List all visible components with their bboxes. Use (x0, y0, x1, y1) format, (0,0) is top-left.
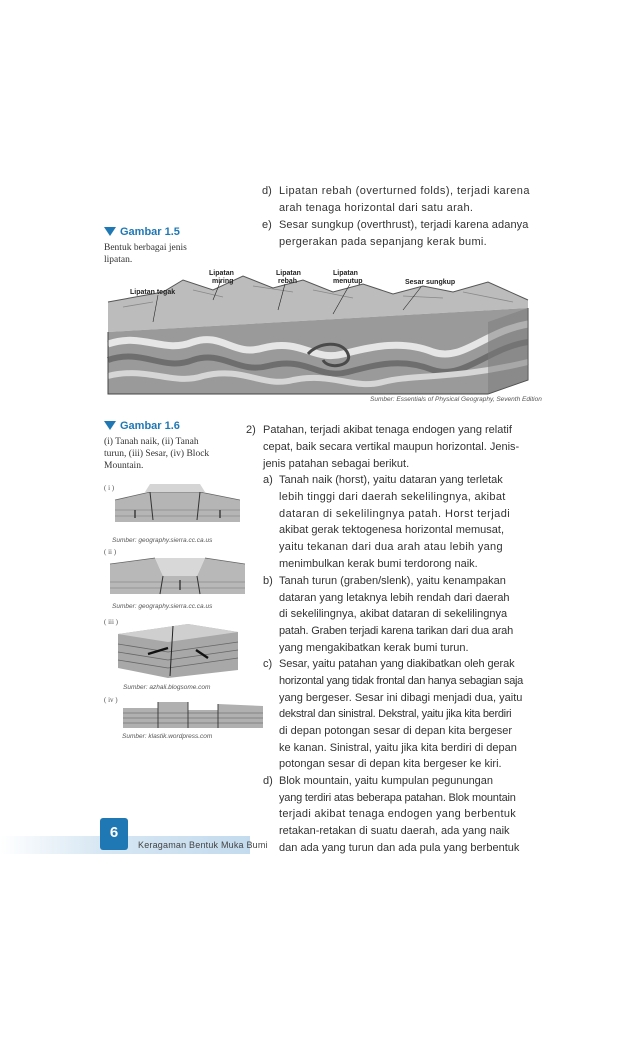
triangle-marker-icon (104, 227, 116, 236)
panel-i-tag: ( i ) (104, 484, 115, 492)
item-c-line5: di depan potongan sesar di depan kita bergeser (279, 725, 513, 737)
panel-iv-source: Sumber: klastik.wordpress.com (122, 733, 213, 740)
label-lipatan-rebah-2: rebah (278, 278, 298, 285)
panel-iii-tag: ( iii ) (104, 618, 118, 626)
item-c-line7: potongan sesar di depan kita bergeser ke kiri. (279, 758, 502, 770)
item-d2-line3: terjadi akibat tenaga endogen yang berbentuk (279, 808, 517, 820)
item-d-line1: Lipatan rebah (overturned folds), terjadi karena (279, 185, 530, 197)
item-d-line2: arah tenaga horizontal dari satu arah. (279, 202, 474, 214)
item-a-line2: lebih tinggi dari daerah sekelilingnya, akibat (279, 491, 506, 503)
block-mountain-illustration (118, 700, 268, 732)
figure-1-6-caption-line1: (i) Tanah naik, (ii) Tanah (104, 437, 199, 447)
panel-iv-tag: ( iv ) (104, 696, 118, 704)
item-a-line6: menimbulkan kerak bumi terdorong naik. (279, 558, 478, 570)
graben-illustration (105, 550, 250, 602)
figure-1-6-caption-line2: turun, (iii) Sesar, (iv) Block (104, 449, 210, 459)
triangle-marker-icon (104, 421, 116, 430)
page-number: 6 (109, 824, 119, 841)
footer-title: Keragaman Bentuk Muka Bumi (138, 840, 268, 850)
item-b-line4: patah. Graben terjadi karena tarikan dari dua arah (279, 625, 513, 637)
item-a-line4: akibat gerak tektogenesa horizontal memusat, (279, 524, 505, 536)
label-lipatan-miring-2: miring (212, 278, 234, 285)
section-2-line3: jenis patahan sebagai berikut. (263, 458, 410, 470)
label-lipatan-menutup-1: Lipatan (333, 270, 358, 277)
panel-iii-source: Sumber: azhali.blogsome.com (123, 684, 211, 691)
figure-1-5-caption-line1: Bentuk berbagai jenis (104, 243, 187, 253)
item-d2-line5: dan ada yang turun dan ada pula yang berbentuk (279, 842, 520, 854)
fault-illustration (108, 618, 248, 680)
item-a-marker: a) (263, 474, 273, 486)
item-c-line2: horizontal yang tidak frontal dan hanya sebagian saja (279, 675, 524, 687)
section-2-line1: Patahan, terjadi akibat tenaga endogen yang relatif (263, 424, 512, 436)
label-lipatan-miring-1: Lipatan (209, 270, 234, 277)
item-d2-line2: yang terdiri atas beberapa patahan. Blok mountain (279, 792, 516, 804)
item-c-marker: c) (263, 658, 273, 670)
item-c-line1: Sesar, yaitu patahan yang diakibatkan oleh gerak (279, 658, 515, 670)
section-2-marker: 2) (246, 424, 256, 436)
figure-1-5-source: Sumber: Essentials of Physical Geography, Seventh Edition (370, 396, 542, 403)
item-a-line3: dataran di sekelilingnya patah. Horst terjadi (279, 508, 511, 520)
item-a-line5: yaitu tekanan dari dua arah atau lebih yang (279, 541, 503, 553)
item-e-line2: pergerakan pada sepanjang kerak bumi. (279, 236, 488, 248)
item-a-line1: Tanah naik (horst), yaitu dataran yang terletak (279, 474, 503, 486)
figure-1-6-caption-line3: Mountain. (104, 461, 144, 471)
figure-1-6-title: Gambar 1.6 (104, 420, 180, 432)
item-d2-line4: retakan-retakan di suatu daerah, ada yang naik (279, 825, 510, 837)
label-lipatan-rebah-1: Lipatan (276, 270, 301, 277)
item-e-line1: Sesar sungkup (overthrust), terjadi karena adanya (279, 219, 529, 231)
item-d-marker: d) (262, 185, 272, 197)
item-c-line6: ke kanan. Sinistral, yaitu jika kita berdiri di depan (279, 742, 517, 754)
item-b-line2: dataran yang letaknya lebih rendah dari daerah (279, 592, 510, 604)
item-d2-line1: Blok mountain, yaitu kumpulan pegunungan (279, 775, 494, 787)
item-e-marker: e) (262, 219, 272, 231)
item-b-line1: Tanah turun (graben/slenk), yaitu kenampakan (279, 575, 506, 587)
item-b-line3: di sekelilingnya, akibat dataran di sekelilingnya (279, 608, 508, 620)
section-2-line2: cepat, baik secara vertikal maupun horizontal. Jenis- (263, 441, 520, 453)
panel-ii-tag: ( ii ) (104, 548, 117, 556)
label-lipatan-tegak: Lipatan tegak (130, 289, 176, 296)
figure-1-5-caption-line2: lipatan. (104, 255, 133, 265)
figure-1-5-title: Gambar 1.5 (104, 226, 180, 238)
item-c-line4: dekstral dan sinistral. Dekstral, yaitu jika kita berdiri (279, 708, 512, 720)
item-b-line5: yang mengakibatkan kerak bumi turun. (279, 642, 469, 654)
horst-illustration (105, 480, 250, 535)
folds-illustration (103, 262, 535, 402)
item-c-line3: yang bergeser. Sesar ini dibagi menjadi dua, yaitu (279, 692, 523, 704)
panel-ii-source: Sumber: geography.sierra.cc.ca.us (112, 603, 213, 610)
panel-i-source: Sumber: geography.sierra.cc.ca.us (112, 537, 213, 544)
label-sesar-sungkup: Sesar sungkup (405, 279, 456, 286)
label-lipatan-menutup-2: menutup (333, 278, 363, 285)
item-d2-marker: d) (263, 775, 273, 787)
item-b-marker: b) (263, 575, 273, 587)
